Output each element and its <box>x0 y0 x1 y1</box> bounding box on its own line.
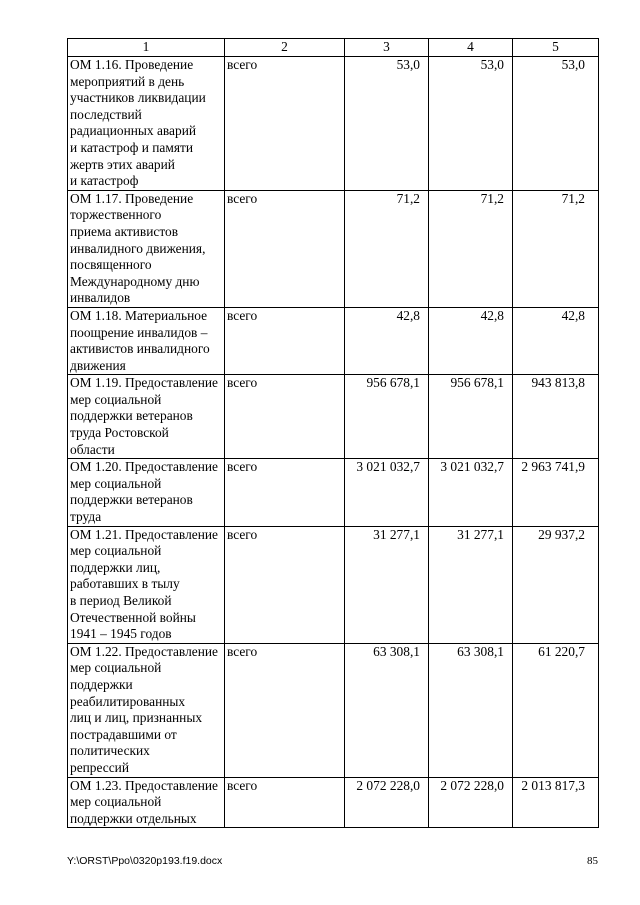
header-col-2: 2 <box>225 39 345 57</box>
table-row <box>68 459 599 526</box>
value-col-3: 71,2 <box>345 190 429 307</box>
measure-kind: всего <box>225 526 345 643</box>
table-row <box>68 526 599 643</box>
value-col-4: 956 678,1 <box>429 375 513 459</box>
value-col-3: 3 021 032,7 <box>345 459 429 526</box>
value-col-3: 956 678,1 <box>345 375 429 459</box>
header-col-1: 1 <box>68 39 225 57</box>
measure-kind: всего <box>225 57 345 191</box>
table-row <box>68 375 599 459</box>
budget-table <box>67 38 599 828</box>
measure-name: ОМ 1.23. Предоставление мер социальной поддержки отдельных <box>68 777 225 828</box>
value-col-5: 71,2 <box>513 190 599 307</box>
measure-name: ОМ 1.22. Предоставление мер социальной поддержки реабилитированных лиц и лиц, признанных пострадавшими от политических репрессий <box>68 643 225 777</box>
measure-kind: всего <box>225 643 345 777</box>
measure-name: ОМ 1.19. Предоставление мер социальной поддержки ветеранов труда Ростовской области <box>68 375 225 459</box>
value-col-4: 2 072 228,0 <box>429 777 513 828</box>
measure-name: ОМ 1.21. Предоставление мер социальной поддержки лиц, работавших в тылу в период Великой Отечественной войны 1941 – 1945 годов <box>68 526 225 643</box>
value-col-5: 53,0 <box>513 57 599 191</box>
value-col-4: 42,8 <box>429 307 513 374</box>
measure-name: ОМ 1.20. Предоставление мер социальной поддержки ветеранов труда <box>68 459 225 526</box>
value-col-5: 2 013 817,3 <box>513 777 599 828</box>
table-row <box>68 307 599 374</box>
value-col-4: 53,0 <box>429 57 513 191</box>
measure-name: ОМ 1.16. Проведение мероприятий в день участников ликвидации последствий радиационных аварий и катастроф и памяти жертв этих аварий и катастроф <box>68 57 225 191</box>
measure-kind: всего <box>225 307 345 374</box>
table-row <box>68 190 599 307</box>
value-col-4: 71,2 <box>429 190 513 307</box>
value-col-5: 2 963 741,9 <box>513 459 599 526</box>
header-col-4: 4 <box>429 39 513 57</box>
table-row <box>68 643 599 777</box>
measure-kind: всего <box>225 459 345 526</box>
value-col-3: 2 072 228,0 <box>345 777 429 828</box>
footer-file-path: Y:\ORST\Ppo\0320p193.f19.docx <box>67 855 223 867</box>
header-col-3: 3 <box>345 39 429 57</box>
table-row <box>68 57 599 191</box>
footer-page-number: 85 <box>587 855 598 867</box>
measure-name: ОМ 1.17. Проведение торжественного приема активистов инвалидного движения, посвященного Международному дню инвалидов <box>68 190 225 307</box>
value-col-3: 42,8 <box>345 307 429 374</box>
value-col-5: 61 220,7 <box>513 643 599 777</box>
value-col-3: 53,0 <box>345 57 429 191</box>
header-col-5: 5 <box>513 39 599 57</box>
table-row <box>68 777 599 828</box>
header-row <box>68 39 599 57</box>
measure-name: ОМ 1.18. Материальное поощрение инвалидов – активистов инвалидного движения <box>68 307 225 374</box>
value-col-4: 31 277,1 <box>429 526 513 643</box>
value-col-4: 3 021 032,7 <box>429 459 513 526</box>
value-col-5: 42,8 <box>513 307 599 374</box>
value-col-4: 63 308,1 <box>429 643 513 777</box>
value-col-3: 31 277,1 <box>345 526 429 643</box>
measure-kind: всего <box>225 375 345 459</box>
value-col-5: 943 813,8 <box>513 375 599 459</box>
value-col-5: 29 937,2 <box>513 526 599 643</box>
measure-kind: всего <box>225 777 345 828</box>
value-col-3: 63 308,1 <box>345 643 429 777</box>
measure-kind: всего <box>225 190 345 307</box>
